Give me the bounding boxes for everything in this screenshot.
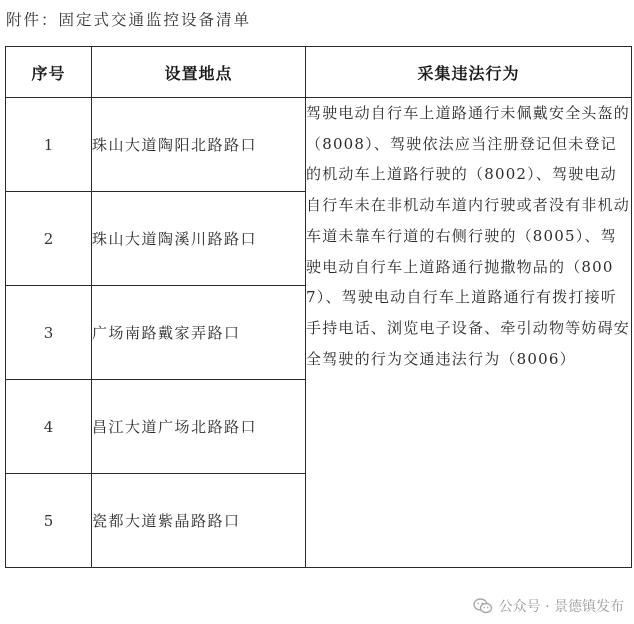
row-location: 昌江大道广场北路路口 bbox=[92, 380, 306, 474]
header-location: 设置地点 bbox=[92, 47, 306, 98]
wechat-icon bbox=[473, 598, 493, 614]
row-location: 珠山大道陶阳北路路口 bbox=[92, 98, 306, 192]
header-violations: 采集违法行为 bbox=[306, 47, 632, 98]
row-seq: 3 bbox=[6, 286, 92, 380]
violations-cell: 驾驶电动自行车上道路通行未佩戴安全头盔的（8008）、驾驶依法应当注册登记但未登记的机动车上道路行驶的（8002）、驾驶电动自行车未在非机动车道内行驶或者没有非机动车道未靠车行道的右侧行驶的（8005）、驾驶电动自行车上道路通行抛撒物品的（8007）、驾驶电动自行车上道路通行有拨打接听手持电话、浏览电子设备、牵引动物等妨碍安全驾驶的行为交通违法行为（8006） bbox=[306, 98, 632, 568]
row-seq: 2 bbox=[6, 192, 92, 286]
table-header-row bbox=[6, 47, 632, 98]
watermark bbox=[473, 596, 624, 616]
row-seq: 4 bbox=[6, 380, 92, 474]
row-location: 广场南路戴家弄路口 bbox=[92, 286, 306, 380]
header-seq: 序号 bbox=[6, 47, 92, 98]
equipment-table bbox=[5, 46, 632, 568]
row-seq: 5 bbox=[6, 474, 92, 568]
watermark-text: 公众号 · 景德镇发布 bbox=[498, 599, 624, 615]
row-location: 珠山大道陶溪川路路口 bbox=[92, 192, 306, 286]
row-location: 瓷都大道紫晶路路口 bbox=[92, 474, 306, 568]
row-seq: 1 bbox=[6, 98, 92, 192]
document-caption: 附件：固定式交通监控设备清单 bbox=[6, 11, 252, 29]
table-row bbox=[6, 98, 632, 192]
